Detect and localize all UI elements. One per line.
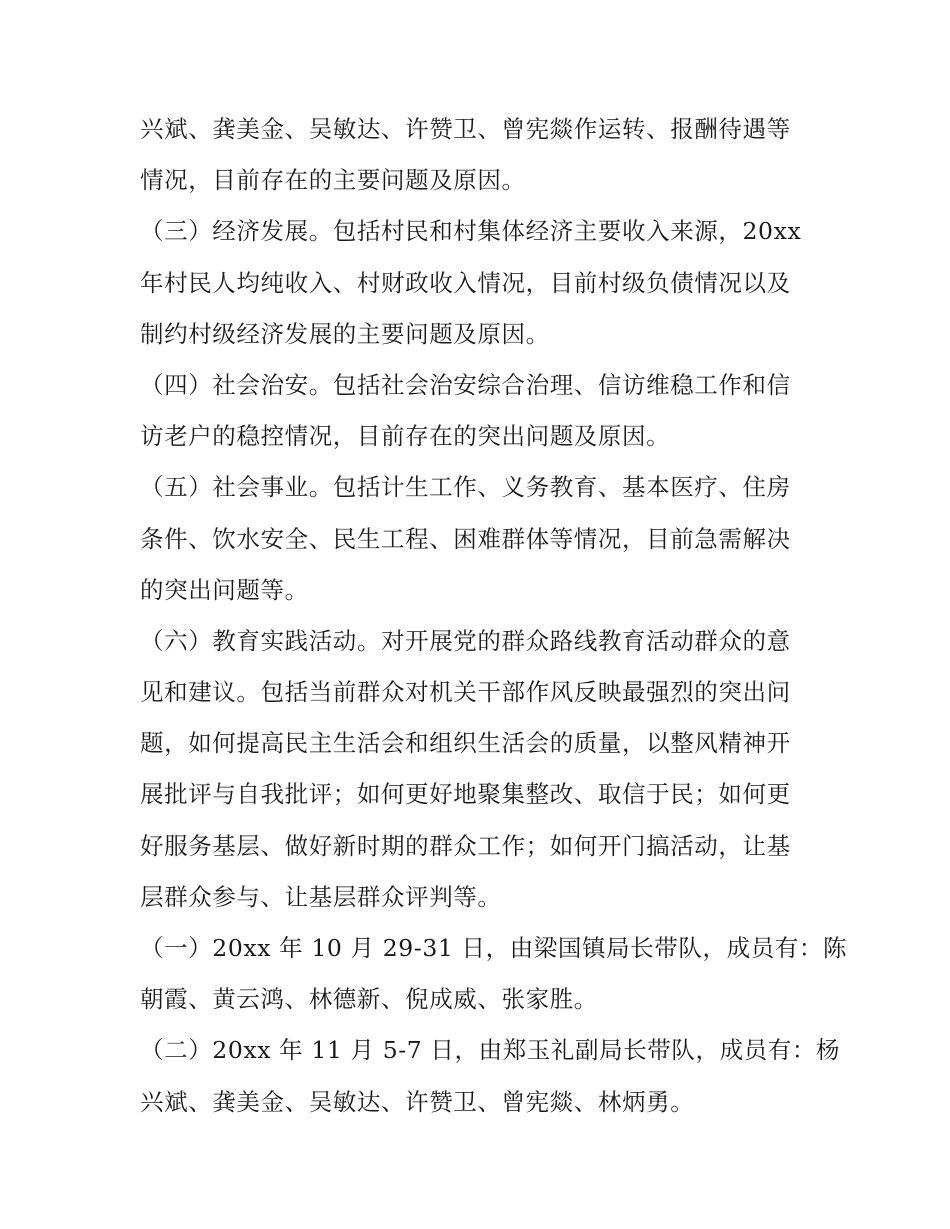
text-line: 情况，目前存在的主要问题及原因。 [140,166,526,195]
text-line: 兴斌、龚美金、吴敏达、许赞卫、曾宪燚、林炳勇。 [140,1087,695,1116]
text-line: 访老户的稳控情况，目前存在的突出问题及原因。 [140,422,671,451]
text-line: 制约村级经济发展的主要问题及原因。 [140,319,550,348]
text-line: 层群众参与、让基层群众评判等。 [140,882,502,911]
text-line: 见和建议。包括当前群众对机关干部作风反映最强烈的突出问 [140,678,791,707]
text-line: （三）经济发展。包括村民和村集体经济主要收入来源，20xx [140,217,802,246]
text-line: 朝霞、黄云鸿、林德新、倪成威、张家胜。 [140,985,598,1014]
text-line: （六）教育实践活动。对开展党的群众路线教育活动群众的意 [140,626,791,655]
document-body [140,104,848,1128]
text-line: 的突出问题等。 [140,575,309,604]
text-line: 展批评与自我批评；如何更好地聚集整改、取信于民；如何更 [140,780,791,809]
text-line: 条件、饮水安全、民生工程、困难群体等情况，目前急需解决 [140,524,791,553]
text-line: （二）20xx 年 11 月 5-7 日，由郑玉礼副局长带队，成员有：杨 [140,1036,841,1065]
text-line: （四）社会治安。包括社会治安综合治理、信访维稳工作和信 [140,370,791,399]
text-line: （一）20xx 年 10 月 29-31 日，由梁国镇局长带队，成员有：陈 [140,934,848,962]
text-line: 好服务基层、做好新时期的群众工作；如何开门搞活动，让基 [140,831,791,860]
text-line: 年村民人均纯收入、村财政收入情况，目前村级负债情况以及 [140,268,791,297]
text-line: 兴斌、龚美金、吴敏达、许赞卫、曾宪燚作运转、报酬待遇等 [140,115,791,143]
text-line: （五）社会事业。包括计生工作、义务教育、基本医疗、住房 [140,473,791,502]
text-line: 题，如何提高民主生活会和组织生活会的质量，以整风精神开 [140,729,791,758]
